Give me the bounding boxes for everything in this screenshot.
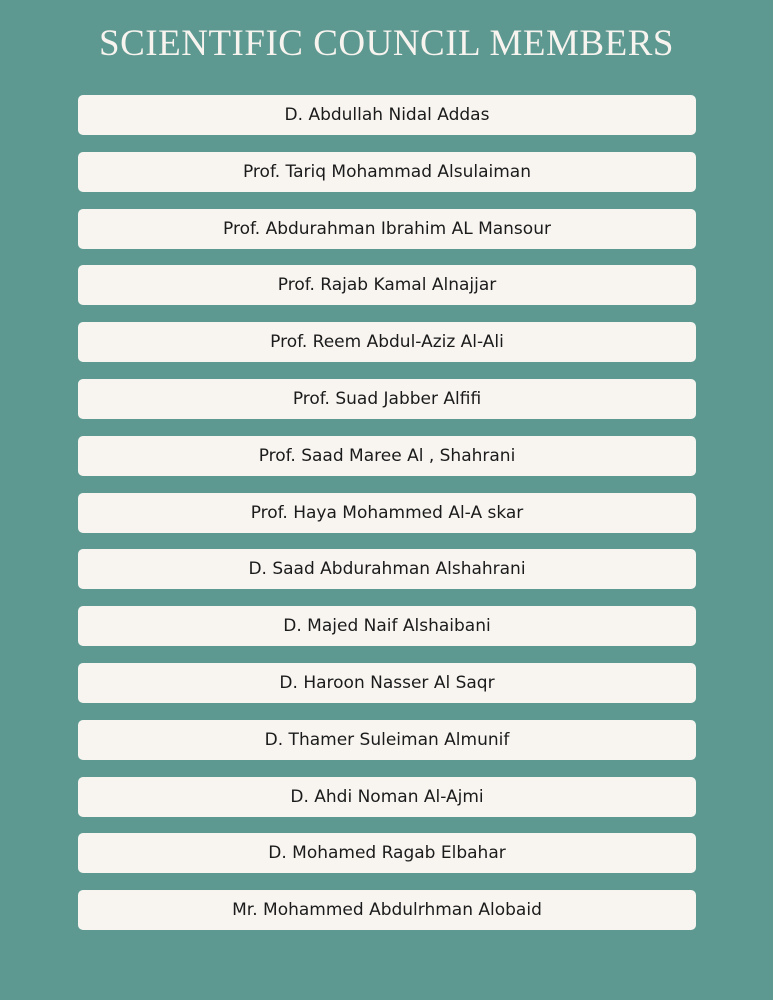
member-card: D. Abdullah Nidal Addas — [78, 95, 696, 135]
member-card: Prof. Rajab Kamal Alnajjar — [78, 265, 696, 305]
member-card: D. Saad Abdurahman Alshahrani — [78, 549, 696, 589]
member-card: Prof. Saad Maree Al , Shahrani — [78, 436, 696, 476]
member-list — [78, 95, 696, 947]
member-card: D. Mohamed Ragab Elbahar — [78, 833, 696, 873]
member-card: Prof. Reem Abdul-Aziz Al-Ali — [78, 322, 696, 362]
member-card: D. Ahdi Noman Al-Ajmi — [78, 777, 696, 817]
page-title: SCIENTIFIC COUNCIL MEMBERS — [99, 23, 674, 64]
member-card: Prof. Tariq Mohammad Alsulaiman — [78, 152, 696, 192]
member-card: Prof. Abdurahman Ibrahim AL Mansour — [78, 209, 696, 249]
member-card: Prof. Haya Mohammed Al-A skar — [78, 493, 696, 533]
member-card: Mr. Mohammed Abdulrhman Alobaid — [78, 890, 696, 930]
member-card: D. Haroon Nasser Al Saqr — [78, 663, 696, 703]
member-card: D. Thamer Suleiman Almunif — [78, 720, 696, 760]
member-card: Prof. Suad Jabber Alfifi — [78, 379, 696, 419]
member-card: D. Majed Naif Alshaibani — [78, 606, 696, 646]
